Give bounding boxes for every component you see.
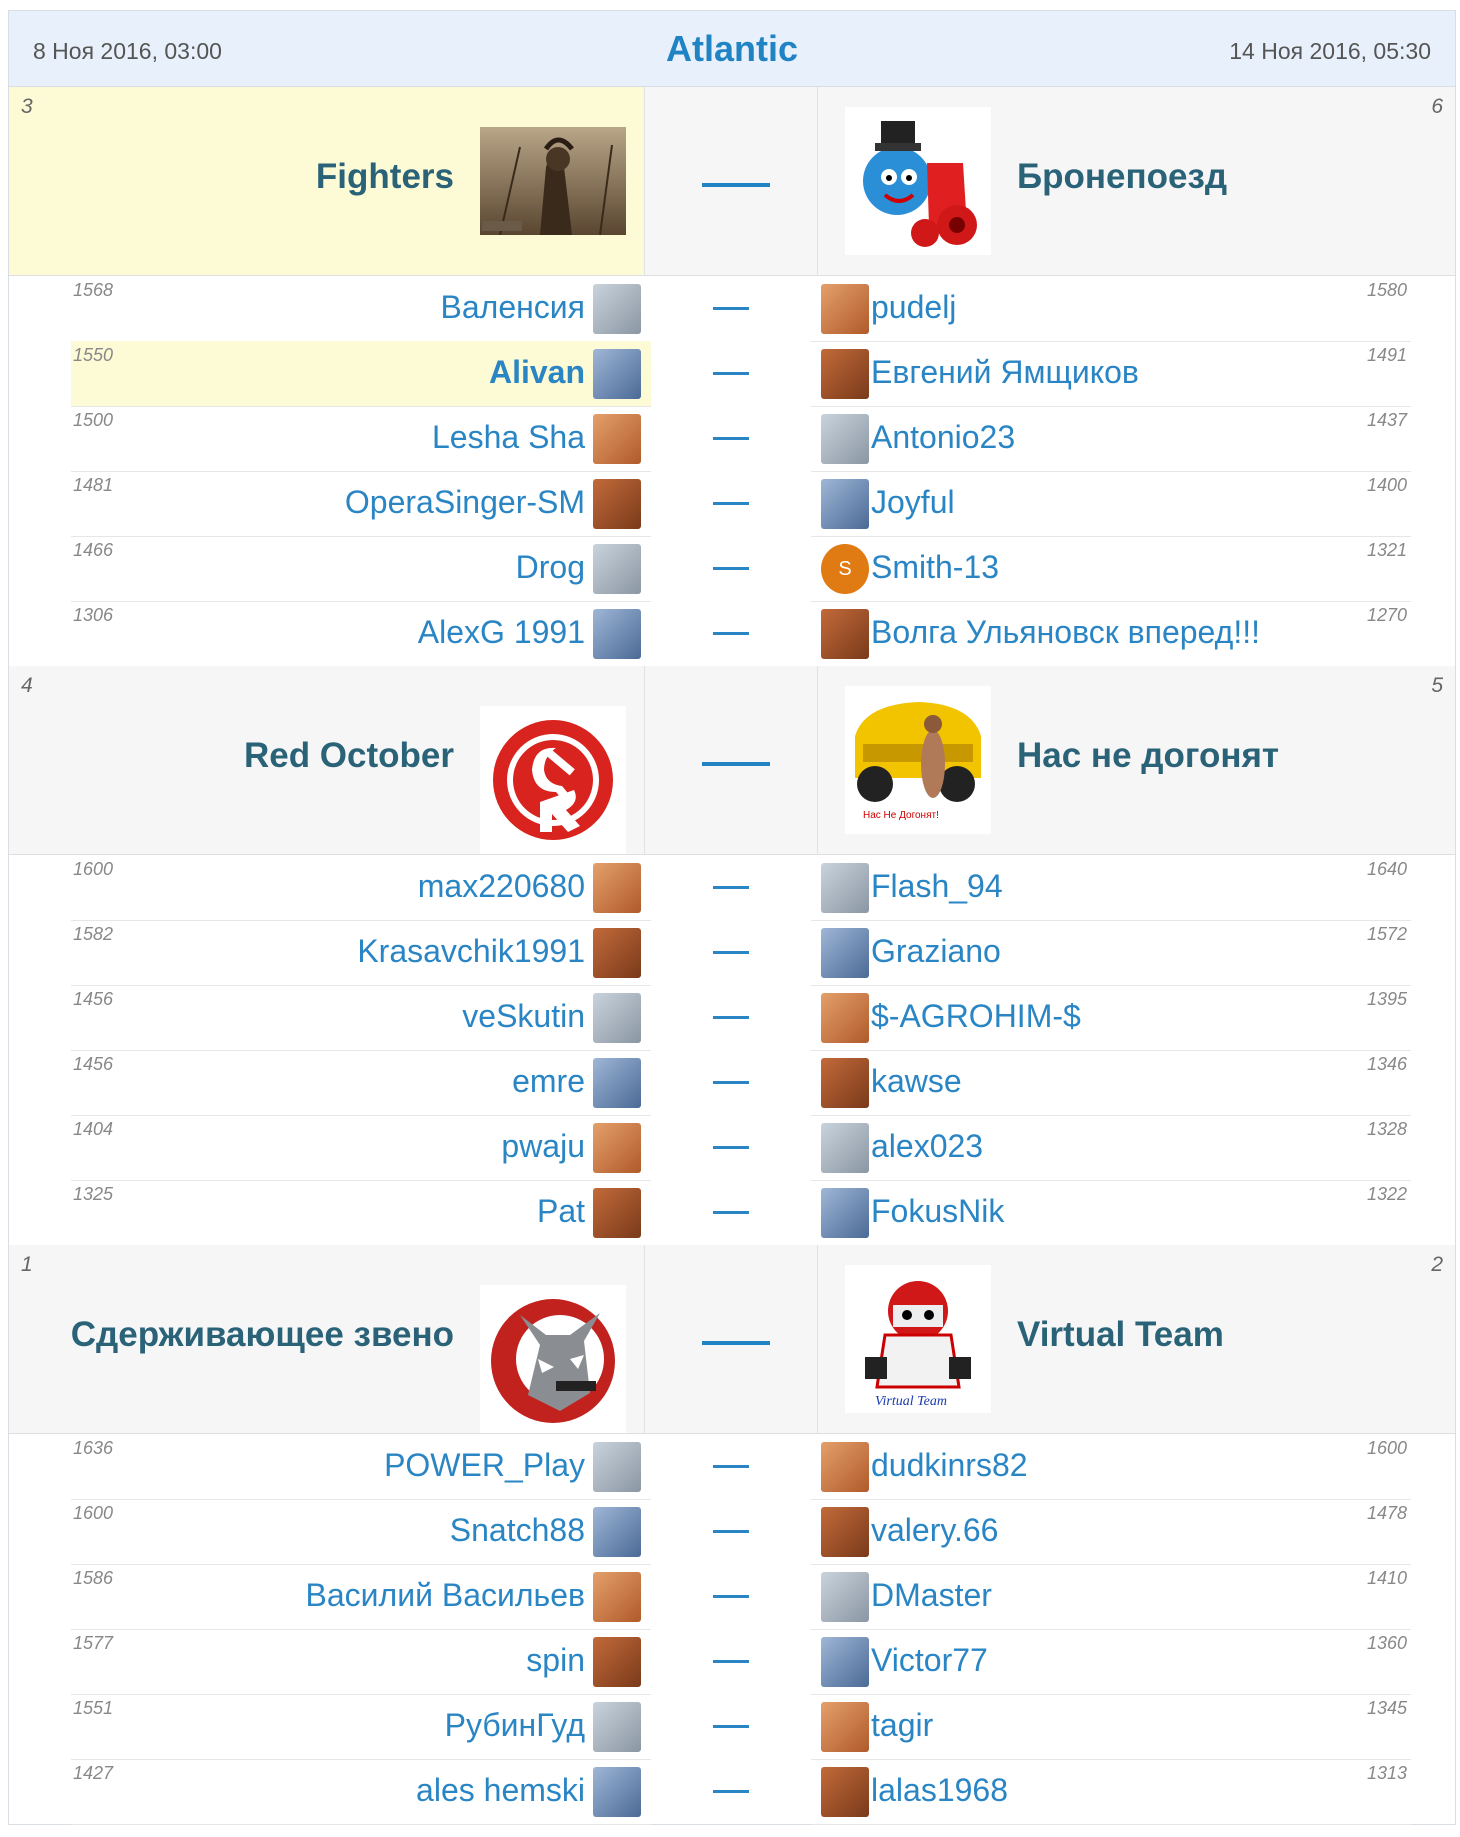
player-name-link[interactable]: veSkutin [462,998,585,1034]
player-matchup-row [9,536,1455,601]
score-dash [713,1595,749,1598]
player-name-link[interactable]: $-AGROHIM-$ [871,998,1081,1034]
player-matchup-row [9,341,1455,406]
playoff-bracket [8,10,1456,1825]
start-date: 8 Ноя 2016, 03:00 [33,38,222,64]
player-name-link[interactable]: pwaju [501,1128,585,1164]
score-dash [713,372,749,375]
team-name[interactable]: Бронепоезд [1017,157,1228,196]
player-name-link[interactable]: alex023 [871,1128,984,1164]
team-name[interactable]: Virtual Team [1017,1315,1224,1354]
team-seed: 5 [1431,674,1443,697]
player-rating: 1404 [73,1119,114,1139]
player-rating: 1500 [73,410,114,430]
score-dash [713,307,749,310]
player-rating: 1321 [1366,540,1407,560]
team-right[interactable] [818,87,1455,275]
score-dash [702,1341,770,1345]
player-matchup-row [9,1694,1455,1759]
avatar-icon[interactable] [821,349,869,399]
player-right[interactable] [811,1115,1411,1181]
player-rating: 1328 [1366,1119,1407,1139]
team-name[interactable]: Нас не догонят [1017,736,1280,775]
player-score [651,471,811,536]
team-left[interactable] [9,1245,644,1433]
player-left[interactable] [71,601,651,667]
player-score [651,1180,811,1245]
avatar-icon[interactable]: S [821,544,869,594]
player-name-link[interactable]: tagir [871,1707,934,1743]
team-matchup [9,1245,1455,1434]
player-left[interactable] [71,341,651,407]
player-score [651,1050,811,1115]
player-name-link[interactable]: Victor77 [871,1642,988,1678]
avatar-icon[interactable] [593,1702,641,1752]
player-rating: 1325 [73,1184,114,1204]
score-dash [713,1790,749,1793]
avatar-icon[interactable] [821,1637,869,1687]
player-score [651,1434,811,1499]
player-name-link[interactable]: Василий Васильев [305,1577,585,1613]
avatar-icon[interactable] [593,479,641,529]
avatar-icon[interactable] [593,609,641,659]
player-right[interactable] [811,406,1411,472]
svg-text:Virtual Team: Virtual Team [875,1394,947,1409]
team-name[interactable]: Red October [243,736,454,775]
player-rating: 1600 [1366,1438,1407,1458]
player-score [651,920,811,985]
player-matchup-row [9,1499,1455,1564]
player-matchup-row [9,920,1455,985]
red-hammer-sickle-logo[interactable] [480,706,626,814]
player-name-link[interactable]: Drog [515,549,585,585]
avatar-icon[interactable] [593,1058,641,1108]
grey-wolf-logo[interactable] [480,1285,626,1393]
avatar-icon[interactable] [821,1702,869,1752]
player-left[interactable] [71,1115,651,1181]
score-dash [713,1465,749,1468]
avatar-icon[interactable] [593,1123,641,1173]
player-rating: 1600 [73,859,114,879]
score-dash [713,1081,749,1084]
player-left[interactable] [71,406,651,472]
player-score [651,1629,811,1694]
avatar-icon[interactable] [821,414,869,464]
player-right[interactable] [811,985,1411,1051]
player-name-link[interactable]: Валенсия [440,289,585,325]
player-name-link[interactable]: ales hemski [416,1772,585,1808]
score-dash [713,1530,749,1533]
score-dash [713,437,749,440]
player-name-link[interactable]: AlexG 1991 [417,614,585,650]
avatar-icon[interactable] [593,993,641,1043]
score-dash [713,1660,749,1663]
player-name-link[interactable]: Graziano [871,933,1001,969]
score-dash [713,502,749,505]
avatar-icon[interactable] [821,1507,869,1557]
player-matchup-row [9,406,1455,471]
player-right[interactable] [811,276,1411,342]
player-rating: 1313 [1366,1763,1407,1783]
team-seed: 6 [1431,95,1443,118]
player-name-link[interactable]: Евгений Ямщиков [871,354,1139,390]
player-name-link[interactable]: Alivan [488,354,585,390]
team-matchup [9,666,1455,855]
team-right[interactable] [818,666,1455,854]
player-rating: 1491 [1366,345,1407,365]
player-name-link[interactable]: POWER_Play [384,1447,585,1483]
player-rating: 1551 [73,1698,114,1718]
player-name-link[interactable]: Snatch88 [449,1512,585,1548]
player-left[interactable] [71,536,651,602]
player-rating: 1456 [73,1054,114,1074]
avatar-icon[interactable] [593,1188,641,1238]
player-left[interactable] [71,1694,651,1760]
player-rating: 1427 [73,1763,114,1783]
team-score [644,1245,818,1433]
avatar-icon[interactable] [593,928,641,978]
player-right[interactable] [811,471,1411,537]
avatar-icon[interactable] [593,1507,641,1557]
player-name-link[interactable]: spin [526,1642,585,1678]
player-rating: 1481 [73,475,114,495]
team-seed: 3 [21,95,33,118]
player-name-link[interactable]: Pat [536,1193,585,1229]
team-score [644,87,818,275]
player-matchup-row [9,1050,1455,1115]
score-dash [713,632,749,635]
player-matchup-row [9,276,1455,341]
player-name-link[interactable]: valery.66 [871,1512,999,1548]
player-left[interactable] [71,1434,651,1500]
player-matchup-row [9,471,1455,536]
player-right[interactable] [811,601,1411,667]
svg-text:Нас Не Догонят!: Нас Не Догонят! [863,810,939,821]
player-score [651,276,811,341]
bracket-header [9,11,1455,87]
player-rating: 1270 [1366,605,1407,625]
avatar-icon[interactable] [821,1572,869,1622]
player-name-link[interactable]: Smith-13 [871,549,1000,585]
player-right[interactable] [811,1759,1411,1825]
avatar-icon[interactable] [821,1123,869,1173]
player-name-link[interactable]: Joyful [871,484,955,520]
score-dash [713,1725,749,1728]
player-left[interactable] [71,920,651,986]
avatar-icon[interactable] [821,863,869,913]
player-left[interactable] [71,985,651,1051]
player-name-link[interactable]: РубинГуд [444,1707,585,1743]
avatar-icon[interactable] [821,993,869,1043]
score-dash [713,1211,749,1214]
yellow-car-logo[interactable] [845,686,991,834]
player-name-link[interactable]: OperaSinger-SM [344,484,585,520]
player-score [651,1499,811,1564]
player-matchup-row [9,1180,1455,1245]
score-dash [702,183,770,187]
player-matchup-row [9,601,1455,666]
player-right[interactable] [811,1050,1411,1116]
player-right[interactable] [811,1180,1411,1246]
team-matchup [9,87,1455,276]
score-dash [702,762,770,766]
player-right[interactable] [811,1564,1411,1630]
avatar-icon[interactable] [821,1188,869,1238]
player-matchup-row [9,855,1455,920]
player-right[interactable] [811,1694,1411,1760]
player-left[interactable] [71,471,651,537]
player-right[interactable] [811,920,1411,986]
score-dash [713,951,749,954]
division-title[interactable]: Atlantic [665,28,798,69]
player-left[interactable] [71,1180,651,1246]
avatar-icon[interactable] [593,349,641,399]
avatar-icon[interactable] [593,1767,641,1817]
player-name-link[interactable]: Antonio23 [871,419,1016,455]
score-dash [713,886,749,889]
player-name-link[interactable]: dudkinrs82 [871,1447,1028,1483]
player-name-link[interactable]: DMaster [871,1577,992,1613]
player-rating: 1568 [73,280,114,300]
avatar-icon[interactable] [821,284,869,334]
player-left[interactable] [71,276,651,342]
player-name-link[interactable]: Flash_94 [871,868,1003,904]
cartoon-train-logo[interactable] [845,107,991,255]
team-name[interactable]: Fighters [315,157,454,196]
player-name-link[interactable]: Lesha Sha [431,419,585,455]
player-score [651,341,811,406]
player-rating: 1456 [73,989,114,1009]
player-matchup-row [9,985,1455,1050]
player-left[interactable] [71,855,651,921]
player-left[interactable] [71,1050,651,1116]
team-left[interactable] [9,666,644,854]
player-score [651,1694,811,1759]
player-right[interactable] [811,855,1411,921]
player-name-link[interactable]: FokusNik [871,1193,1005,1229]
player-score [651,601,811,666]
score-dash [713,567,749,570]
player-rating: 1478 [1366,1503,1407,1523]
player-rating: 1640 [1366,859,1407,879]
score-dash [713,1016,749,1019]
team-seed: 2 [1431,1253,1443,1276]
player-rating: 1360 [1366,1633,1407,1653]
avatar-icon[interactable] [593,1442,641,1492]
player-left[interactable] [71,1499,651,1565]
player-rating: 1550 [73,345,114,365]
player-right[interactable] [811,341,1411,407]
avatar-icon[interactable] [821,609,869,659]
player-matchup-row [9,1759,1455,1824]
avatar-icon[interactable] [821,479,869,529]
player-rating: 1400 [1366,475,1407,495]
player-right[interactable] [811,1434,1411,1500]
player-right[interactable] [811,1629,1411,1695]
player-score [651,855,811,920]
player-rating: 1582 [73,924,114,944]
avatar-icon[interactable] [821,1442,869,1492]
player-rating: 1322 [1366,1184,1407,1204]
avatar-icon[interactable] [593,414,641,464]
player-name-link[interactable]: Волга Ульяновск вперед!!! [871,614,1260,650]
player-matchup-row [9,1115,1455,1180]
player-rating: 1572 [1366,924,1407,944]
hockey-player-cartoon-logo[interactable] [845,1265,991,1413]
player-name-link[interactable]: max220680 [417,868,585,904]
player-rating: 1306 [73,605,114,625]
player-matchup-row [9,1564,1455,1629]
player-name-link[interactable]: pudelj [871,289,957,325]
avatar-icon[interactable] [821,1058,869,1108]
player-rating: 1346 [1366,1054,1407,1074]
player-rating: 1410 [1366,1568,1407,1588]
player-score [651,1759,811,1824]
player-left[interactable] [71,1564,651,1630]
spartan-warrior-logo[interactable] [480,127,626,235]
avatar-icon[interactable] [593,544,641,594]
score-dash [713,1146,749,1149]
player-matchup-row [9,1434,1455,1499]
avatar-icon[interactable] [821,928,869,978]
player-name-link[interactable]: Krasavchik1991 [357,933,585,969]
player-rating: 1586 [73,1568,114,1588]
team-seed: 1 [21,1253,33,1276]
player-rating: 1345 [1366,1698,1407,1718]
player-name-link[interactable]: lalas1968 [871,1772,1008,1808]
player-score [651,985,811,1050]
player-rating: 1437 [1366,410,1407,430]
team-score [644,666,818,854]
player-left[interactable] [71,1759,651,1825]
avatar-icon[interactable] [821,1767,869,1817]
player-left[interactable] [71,1629,651,1695]
team-left[interactable] [9,87,644,275]
player-rating: 1600 [73,1503,114,1523]
avatar-icon[interactable] [593,284,641,334]
avatar-icon[interactable] [593,1572,641,1622]
player-score [651,536,811,601]
team-right[interactable] [818,1245,1455,1433]
player-rating: 1466 [73,540,114,560]
player-matchup-row [9,1629,1455,1694]
player-name-link[interactable]: emre [512,1063,585,1099]
player-rating: 1395 [1366,989,1407,1009]
avatar-icon[interactable] [593,863,641,913]
player-right[interactable] [811,1499,1411,1565]
player-score [651,1564,811,1629]
end-date: 14 Ноя 2016, 05:30 [1229,38,1431,64]
matches-list [9,87,1455,1824]
player-rating: 1636 [73,1438,114,1458]
player-rating: 1580 [1366,280,1407,300]
avatar-icon[interactable] [593,1637,641,1687]
player-rating: 1577 [73,1633,114,1653]
team-seed: 4 [21,674,33,697]
player-right[interactable] [811,536,1411,602]
team-name[interactable]: Сдерживающее звено [70,1315,454,1354]
player-score [651,1115,811,1180]
player-score [651,406,811,471]
player-name-link[interactable]: kawse [871,1063,962,1099]
